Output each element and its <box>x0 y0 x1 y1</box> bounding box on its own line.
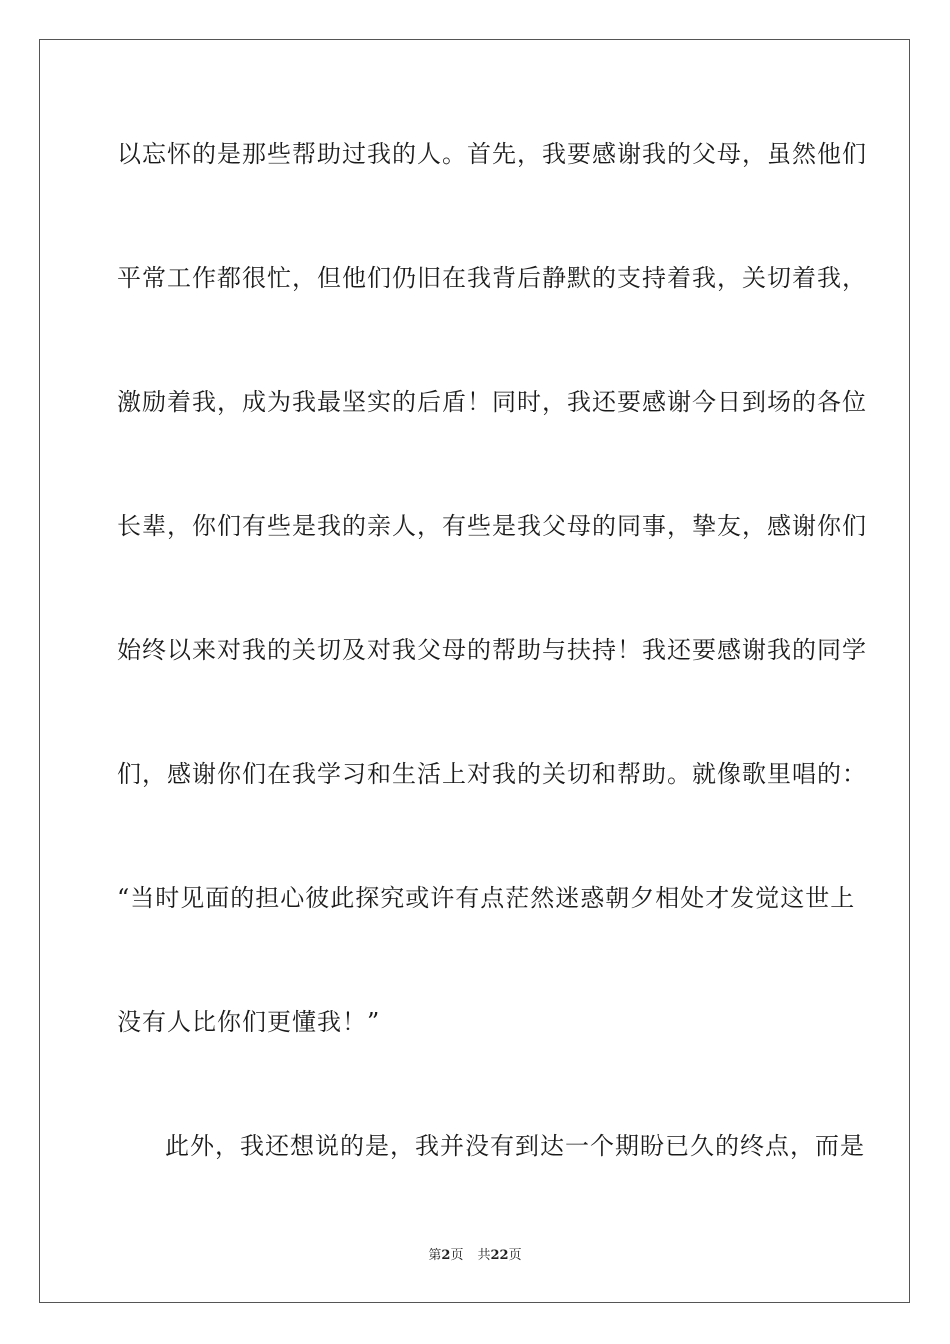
page-footer <box>0 1247 950 1265</box>
body-text-line: 激励着我，成为我最坚实的后盾！同时，我还要感谢今日到场的各位 <box>117 388 867 416</box>
total-suffix: 页 <box>508 1248 522 1263</box>
page-border <box>39 39 910 1303</box>
body-text-line: 们，感谢你们在我学习和生活上对我的关切和帮助。就像歌里唱的： <box>117 760 867 788</box>
body-text-line: 始终以来对我的关切及对我父母的帮助与扶持！我还要感谢我的同学 <box>117 636 867 664</box>
body-text-line: 平常工作都很忙，但他们仍旧在我背后静默的支持着我，关切着我， <box>117 264 867 292</box>
page-number: 2 <box>441 1248 451 1263</box>
page-suffix: 页 <box>450 1248 464 1263</box>
total-prefix: 共 <box>477 1248 491 1263</box>
body-text-line: “当时见面的担心彼此探究或许有点茫然迷惑朝夕相处才发觉这世上 <box>117 884 856 912</box>
paragraph-start-line: 此外，我还想说的是，我并没有到达一个期盼已久的终点，而是 <box>165 1132 865 1160</box>
body-text-line: 长辈，你们有些是我的亲人，有些是我父母的同事，挚友，感谢你们 <box>117 512 867 540</box>
page-prefix: 第 <box>428 1248 442 1263</box>
total-pages: 22 <box>490 1248 509 1263</box>
body-text-line: 没有人比你们更懂我！” <box>117 1008 381 1036</box>
body-text-line: 以忘怀的是那些帮助过我的人。首先，我要感谢我的父母，虽然他们 <box>117 140 867 168</box>
